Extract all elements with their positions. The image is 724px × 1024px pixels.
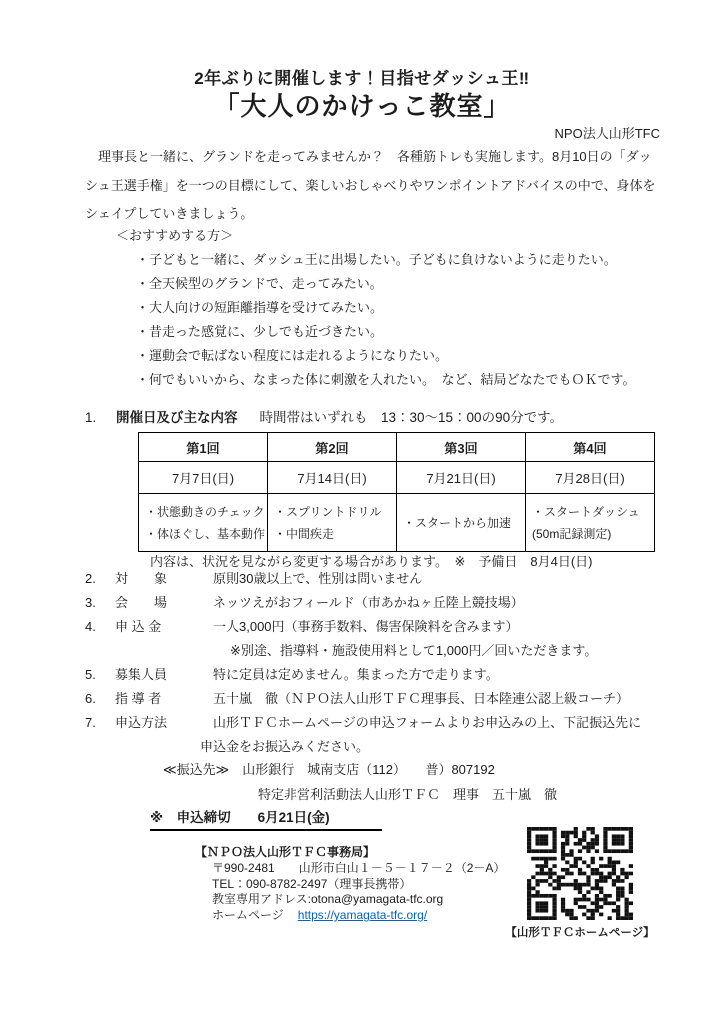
item-number: 5. <box>85 667 96 682</box>
item-label: 申込方法 <box>115 715 168 730</box>
section-label: 開催日及び主な内容 <box>116 410 238 425</box>
table-content-cell <box>139 494 268 552</box>
table-cell-line: ・スプリントドリル <box>274 504 382 519</box>
org-name: NPO法人山形TFC <box>554 126 660 141</box>
item-number: 4. <box>85 619 96 634</box>
schedule-note: 内容は、状況を見ながら変更する場合があります。 ※ 予備日 8月4日(日) <box>150 554 593 569</box>
time-note: 時間帯はいずれも 13：30～15：00の90分です。 <box>259 410 564 425</box>
item-fee-subnote <box>85 639 675 663</box>
table-date-cell: 7月14日(日) <box>268 462 397 494</box>
table-cell-line: ・状態動きのチェック <box>145 504 265 519</box>
table-cell-line: (50m記録測定) <box>532 526 612 541</box>
office-title: 【ＮＰＯ法人山形ＴＦＣ事務局】 <box>195 845 376 859</box>
item-label: 申 込 金 <box>115 619 162 634</box>
item-coach <box>85 687 675 711</box>
table-header-row <box>139 433 655 462</box>
schedule-table <box>138 432 655 552</box>
table-cell-line: ・スタートから加速 <box>403 515 512 530</box>
table-header-cell: 第3回 <box>397 433 526 462</box>
item-number: 2. <box>85 571 96 586</box>
table-date-row <box>139 462 655 494</box>
office-block <box>195 844 505 924</box>
recommend-item: ・何でもいいから、なまった体に刺激を入れたい。 など、結局どなたでもＯＫです。 <box>136 372 636 387</box>
table-date-cell: 7月28日(日) <box>526 462 655 494</box>
item-subnote: ※別途、指導料・施設使用料として1,000円／回いただきます。 <box>230 643 598 658</box>
office-homepage <box>195 908 505 924</box>
office-address: 〒990-2481 山形市白山１－５－１７－２（2－A） <box>212 861 506 875</box>
item-content: 五十嵐 徹（ＮＰＯ法人山形ＴＦＣ理事長、日本陸連公認上級コーチ） <box>213 691 630 706</box>
recommend-item: ・運動会で転ばない程度には走れるようになりたい。 <box>136 348 449 363</box>
recommend-item: ・子どもと一緒に、ダッシュ王に出場したい。子どもに負けないように走りたい。 <box>136 252 617 267</box>
intro-line: シュ王選手権」を一つの目標にして、楽しいおしゃべりやワンポイントアドバイスの中で、身体を <box>85 177 656 193</box>
item-content: 山形ＴＦＣホームページの申込フォームよりお申込みの上、下記振込先に <box>213 715 642 730</box>
section-schedule-heading <box>85 406 675 426</box>
item-number: 6. <box>85 691 96 706</box>
table-date-cell: 7月7日(日) <box>139 462 268 494</box>
item-fee <box>85 615 675 639</box>
homepage-label: ホームページ <box>212 908 284 923</box>
bank-transfer-info: ≪振込先≫ 山形銀行 城南支店（112） 普）807192 <box>163 762 495 777</box>
table-cell-line: ・体ほぐし、基本動作 <box>145 526 266 541</box>
item-content: 一人3,000円（事務手数料、傷害保険料を含みます） <box>213 619 519 634</box>
page-title: 「大人のかけっこ教室」 <box>213 91 511 121</box>
bank-account-holder: 特定非営利活動法人山形ＴＦＣ 理事 五十嵐 徹 <box>258 787 558 802</box>
qr-code <box>527 827 633 920</box>
intro-line: 理事長と一緒に、グランドを走ってみませんか？ 各種筋トレも実施します。8月10日の「ダッ <box>85 149 652 164</box>
item-content: 特に定員は定めません。集まった方で走ります。 <box>213 667 499 682</box>
item-target <box>85 567 675 591</box>
item-content: 申込金をお振込みください。 <box>200 739 370 754</box>
table-header-cell: 第2回 <box>268 433 397 462</box>
item-apply <box>85 711 675 735</box>
recommend-list <box>136 248 635 392</box>
table-date-cell: 7月21日(日) <box>397 462 526 494</box>
recommend-item: ・大人向けの短距離指導を受けてみたい。 <box>136 300 384 315</box>
intro-line: シェイプしていきましょう。 <box>85 206 254 221</box>
item-venue <box>85 591 675 615</box>
qr-caption: 【山形ＴＦＣホームページ】 <box>505 927 655 939</box>
table-content-cell <box>397 494 526 552</box>
item-number: 3. <box>85 595 96 610</box>
table-header-cell: 第4回 <box>526 433 655 462</box>
office-tel: TEL：090-8782-2497（理事長携帯） <box>212 876 412 891</box>
table-content-row <box>139 494 655 552</box>
recommend-item: ・全天候型のグランドで、走ってみたい。 <box>136 276 383 291</box>
item-label: 対 象 <box>115 571 168 586</box>
section-number: 1. <box>85 410 97 425</box>
item-label: 会 場 <box>115 595 168 610</box>
table-header-cell: 第1回 <box>139 433 268 462</box>
office-mail: 教室専用アドレス:otona@yamagata-tfc.org <box>212 892 444 907</box>
application-deadline: ※ 申込締切 6月21日(金) <box>150 806 382 831</box>
item-content: ネッツえがおフィールド（市あかねヶ丘陸上競技場） <box>213 595 524 610</box>
table-cell-line: ・中間疾走 <box>274 526 335 541</box>
table-cell-line: ・スタートダッシュ <box>532 504 640 519</box>
item-content: 原則30歳以上で、性別は問いません <box>213 571 423 586</box>
item-label: 指 導 者 <box>115 691 162 706</box>
catchphrase: 2年ぶりに開催します！目指せダッシュ王‼ <box>194 69 530 88</box>
item-capacity <box>85 663 675 687</box>
recommend-item: ・昔走った感覚に、少しでも近づきたい。 <box>136 324 384 339</box>
item-label: 募集人員 <box>115 667 168 682</box>
homepage-link[interactable]: https://yamagata-tfc.org/ <box>297 908 428 923</box>
recommend-heading: ＜おすすめする方＞ <box>116 228 234 243</box>
item-number: 7. <box>85 715 96 730</box>
item-apply-line2 <box>85 735 675 759</box>
numbered-items <box>85 567 675 759</box>
table-content-cell <box>526 494 655 552</box>
table-content-cell <box>268 494 397 552</box>
intro-paragraph <box>85 143 667 229</box>
